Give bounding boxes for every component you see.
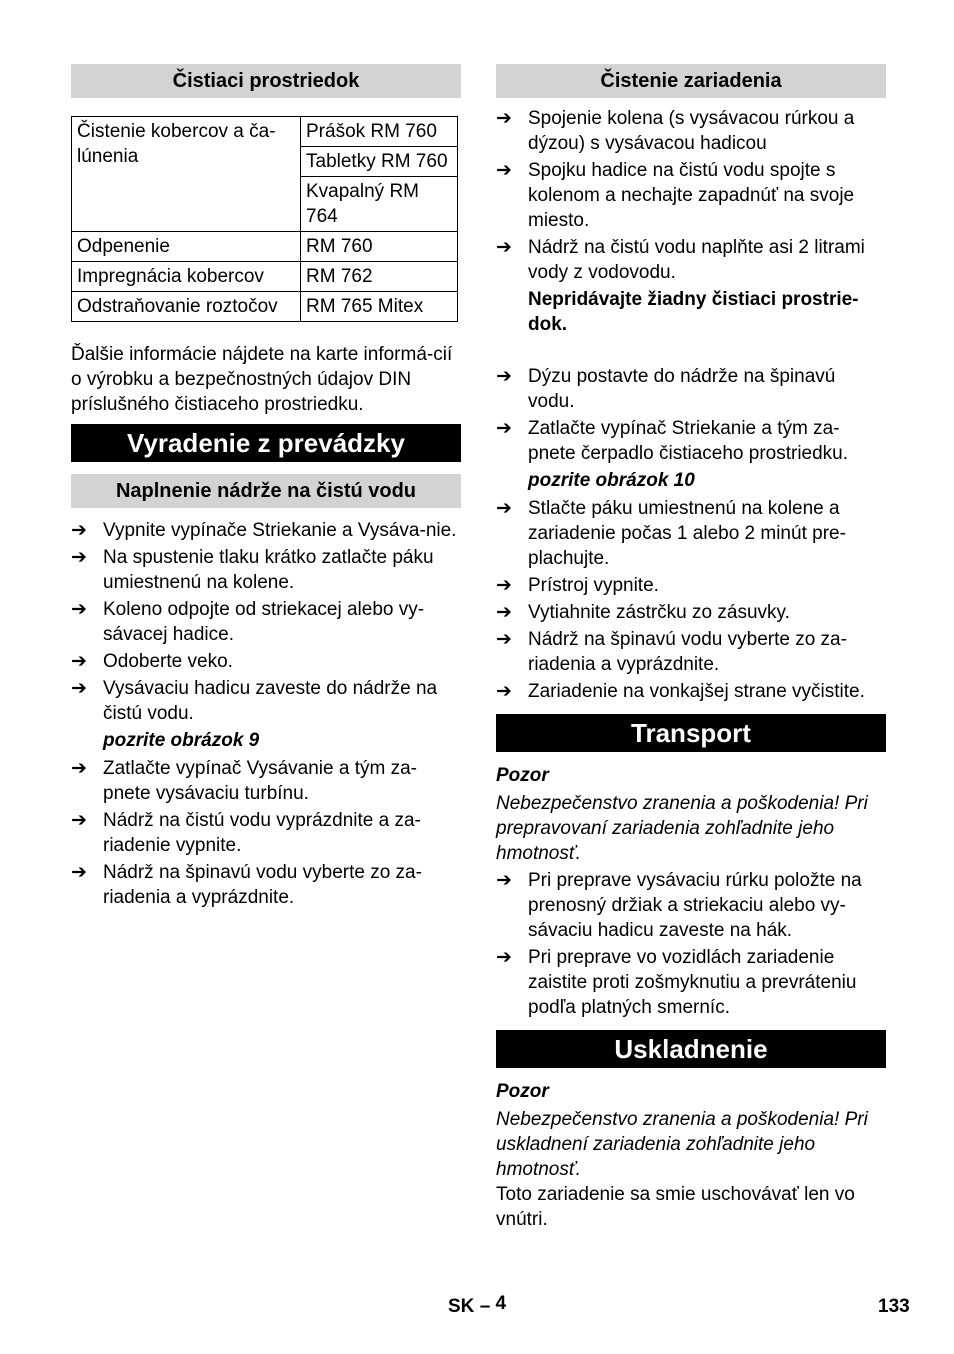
table-cell: Kvapalný RM 764 (301, 177, 458, 232)
list-item-text: Odoberte veko. (103, 651, 233, 672)
list-item-text: Nádrž na čistú vodu vyprázdnite a za-riadenie vypnite. (103, 810, 421, 856)
list-item-text: Vypnite vypínače Striekanie a Vysáva-nie. (103, 520, 457, 541)
table-cell: Odstraňovanie roztočov (72, 292, 301, 322)
steps-list (496, 496, 886, 704)
steps-list (71, 756, 461, 910)
list-item (496, 235, 886, 285)
list-item (71, 545, 461, 595)
table-row (72, 117, 458, 147)
list-item (496, 416, 886, 466)
section-title-cleaning-agent: Čistiaci prostriedok (71, 64, 461, 98)
list-item (496, 600, 886, 625)
table-row (72, 232, 458, 262)
list-item-text: Pri preprave vo vozidlách zariadenie zaistite proti zošmyknutiu a prevráteniu podľa platných smerníc. (528, 947, 857, 1018)
arrow-right-icon: ➔ (496, 108, 512, 129)
figure-reference: pozrite obrázok 9 (103, 730, 260, 751)
info-paragraph: Ďalšie informácie nájdete na karte informá-cií o výrobku a bezpečnostných údajov DIN príslušného čistiaceho prostriedku. (71, 344, 453, 415)
left-column (71, 64, 461, 912)
storage-paragraph: Toto zariadenie sa smie uschovávať len vo vnútri. (496, 1184, 855, 1230)
figure-reference: pozrite obrázok 10 (528, 470, 695, 491)
caution-label: Pozor (496, 1081, 549, 1102)
list-item (71, 597, 461, 647)
table-cell: Odpenenie (72, 232, 301, 262)
arrow-right-icon: ➔ (496, 602, 512, 623)
list-item-text: Zatlačte vypínač Vysávanie a tým za-pnete vysávaciu turbínu. (103, 758, 417, 804)
list-item (496, 573, 886, 598)
arrow-right-icon: ➔ (71, 547, 87, 568)
list-item-text: Nádrž na čistú vodu naplňte asi 2 litrami vody z vodovodu. (528, 237, 865, 283)
arrow-right-icon: ➔ (496, 575, 512, 596)
arrow-right-icon: ➔ (496, 418, 512, 439)
list-item-text: Spojenie kolena (s vysávacou rúrkou a dýzou) s vysávacou hadicou (528, 108, 855, 154)
list-item-text: Stlačte páku umiestnenú na kolene a zariadenie počas 1 alebo 2 minút pre-plachujte. (528, 498, 846, 569)
caution-label: Pozor (496, 765, 549, 786)
steps-list (496, 364, 886, 466)
arrow-right-icon: ➔ (496, 629, 512, 650)
warning-note: Nepridávajte žiadny čistiaci prostrie-dok. (528, 289, 859, 335)
arrow-right-icon: ➔ (71, 520, 87, 541)
table-cell: Prášok RM 760 (301, 117, 458, 147)
list-item (496, 158, 886, 233)
list-item (496, 627, 886, 677)
section-title-fill-clean-tank: Naplnenie nádrže na čistú vodu (71, 474, 461, 508)
steps-list (71, 518, 461, 726)
list-item-text: Prístroj vypnite. (528, 575, 659, 596)
table-cell: Tabletky RM 760 (301, 147, 458, 177)
list-item (496, 679, 886, 704)
list-item-text: Nádrž na špinavú vodu vyberte zo za-riadenia a vyprázdnite. (528, 629, 847, 675)
table-cell: RM 760 (301, 232, 458, 262)
arrow-right-icon: ➔ (496, 160, 512, 181)
section-number: 4 (495, 1293, 507, 1314)
list-item (496, 364, 886, 414)
table-cell: Impregnácia kobercov (72, 262, 301, 292)
language-code: SK (448, 1296, 475, 1317)
page-number: 133 (878, 1296, 910, 1317)
list-item (496, 106, 886, 156)
list-item-text: Pri preprave vysávaciu rúrku položte na prenosný držiak a striekaciu alebo vy-sávaciu hadicu zaveste na hák. (528, 870, 862, 941)
list-item-text: Vytiahnite zástrčku zo zásuvky. (528, 602, 790, 623)
right-column (496, 64, 886, 1232)
list-item-text: Koleno odpojte od striekacej alebo vy-sávacej hadice. (103, 599, 425, 645)
arrow-right-icon: ➔ (71, 758, 87, 779)
section-title-transport: Transport (496, 714, 886, 752)
list-item-text: Nádrž na špinavú vodu vyberte zo za-riadenia a vyprázdnite. (103, 862, 422, 908)
cleaning-agent-table (71, 116, 458, 322)
list-item (71, 518, 461, 543)
steps-list (496, 106, 886, 285)
arrow-right-icon: ➔ (496, 870, 512, 891)
list-item-text: Vysávaciu hadicu zaveste do nádrže na čistú vodu. (103, 678, 438, 724)
section-title-decommissioning: Vyradenie z prevádzky (71, 424, 461, 462)
arrow-right-icon: ➔ (496, 681, 512, 702)
table-row (72, 262, 458, 292)
table-cell: Čistenie kobercov a ča-lúnenia (72, 117, 301, 232)
footer-dash: – (479, 1296, 491, 1317)
arrow-right-icon: ➔ (496, 237, 512, 258)
list-item (71, 808, 461, 858)
arrow-right-icon: ➔ (496, 498, 512, 519)
list-item-text: Spojku hadice na čistú vodu spojte s kolenom a nechajte zapadnúť na svoje miesto. (528, 160, 855, 231)
list-item (496, 496, 886, 571)
arrow-right-icon: ➔ (71, 651, 87, 672)
arrow-right-icon: ➔ (71, 810, 87, 831)
list-item-text: Dýzu postavte do nádrže na špinavú vodu. (528, 366, 836, 412)
list-item-text: Zatlačte vypínač Striekanie a tým za-pnete čerpadlo čistiaceho prostriedku. (528, 418, 849, 464)
list-item-text: Zariadenie na vonkajšej strane vyčistite. (528, 681, 865, 702)
list-item-text: Na spustenie tlaku krátko zatlačte páku umiestnenú na kolene. (103, 547, 434, 593)
steps-list (496, 868, 886, 1020)
list-item (496, 945, 886, 1020)
section-title-device-cleaning: Čistenie zariadenia (496, 64, 886, 98)
arrow-right-icon: ➔ (71, 599, 87, 620)
arrow-right-icon: ➔ (496, 947, 512, 968)
list-item (71, 756, 461, 806)
table-cell: RM 765 Mitex (301, 292, 458, 322)
arrow-right-icon: ➔ (496, 366, 512, 387)
arrow-right-icon: ➔ (71, 678, 87, 699)
table-row (72, 292, 458, 322)
list-item (71, 676, 461, 726)
list-item (496, 868, 886, 943)
table-cell: RM 762 (301, 262, 458, 292)
caution-text: Nebezpečenstvo zranenia a poškodenia! Pri uskladnení zariadenia zohľadnite jeho hmotnosť. (496, 1109, 868, 1180)
caution-text: Nebezpečenstvo zranenia a poškodenia! Pri prepravovaní zariadenia zohľadnite jeho hmotnosť. (496, 793, 868, 864)
footer-section-label (448, 1293, 507, 1318)
section-title-storage: Uskladnenie (496, 1030, 886, 1068)
arrow-right-icon: ➔ (71, 862, 87, 883)
list-item (71, 860, 461, 910)
list-item (71, 649, 461, 674)
